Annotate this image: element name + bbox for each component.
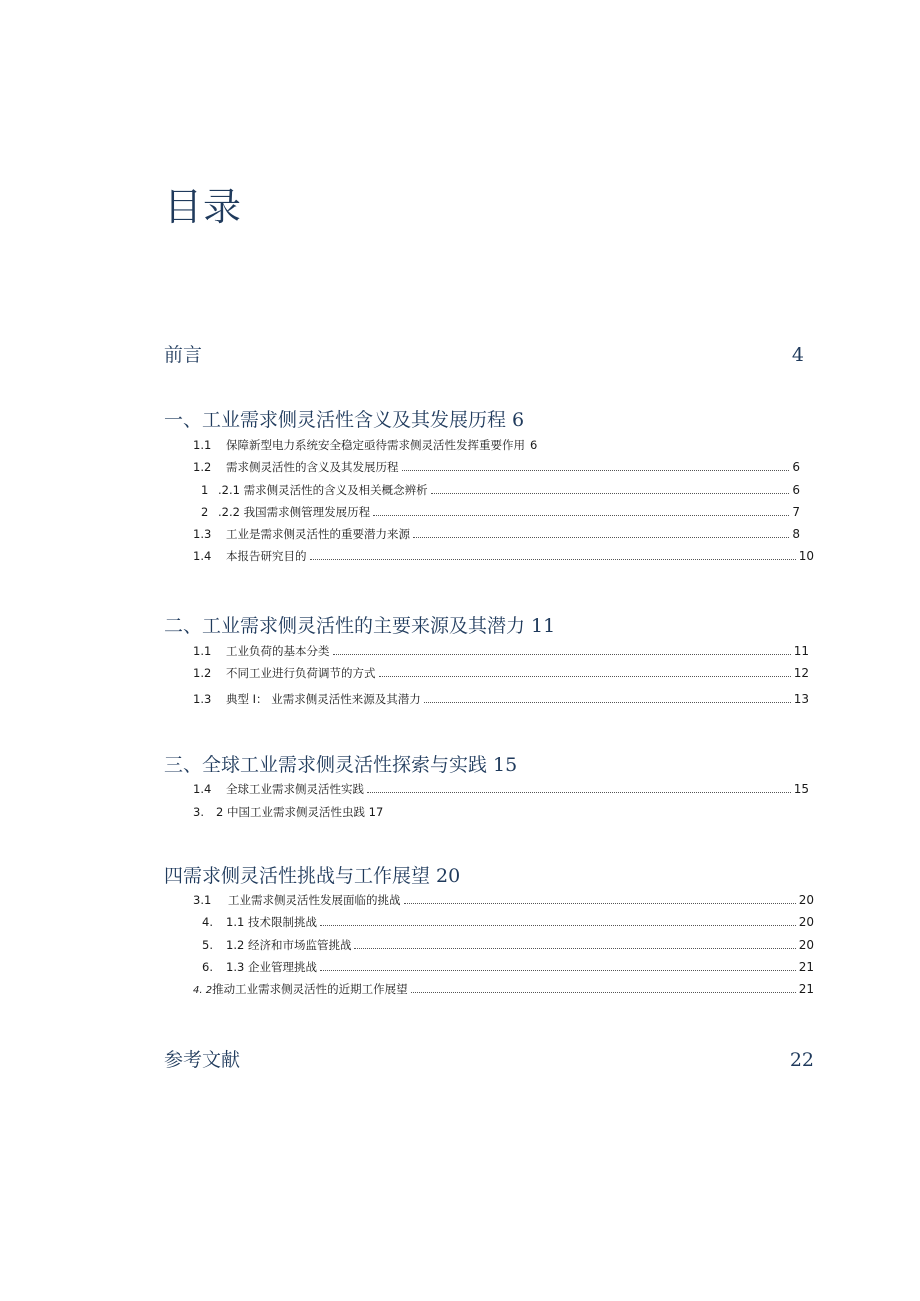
dot-leader <box>373 514 789 516</box>
toc-entry-preface[interactable] <box>164 340 804 367</box>
toc-entry-page: 20 <box>798 938 814 952</box>
dot-leader <box>367 791 791 793</box>
toc-entry-label: 需求侧灵活性的含义及其发展历程 <box>226 460 399 474</box>
toc-entry-label: .2.1 需求侧灵活性的含义及相关概念辨析 <box>218 483 428 497</box>
toc-entry-label: 前言 <box>164 344 203 366</box>
toc-section-heading[interactable] <box>164 861 460 888</box>
toc-entry-label: 全球工业需求侧灵活性实践 <box>226 782 364 796</box>
toc-entry-page: 4 <box>791 344 804 366</box>
toc-entry[interactable] <box>193 981 814 997</box>
toc-entry-number: 1.1 <box>193 644 212 658</box>
toc-entry-label: 1.1 技术限制挑战 <box>226 915 317 929</box>
toc-entry-number: 3. <box>193 805 204 819</box>
section-heading-page: 11 <box>531 615 556 637</box>
toc-entry[interactable] <box>193 892 814 908</box>
toc-entry[interactable] <box>201 504 800 520</box>
toc-title: 目录 <box>164 185 243 229</box>
toc-entry-page: 20 <box>798 893 814 907</box>
toc-entry-number: 1.4 <box>193 782 212 796</box>
toc-entry[interactable] <box>193 665 809 681</box>
dot-leader <box>431 492 790 494</box>
toc-entry[interactable] <box>193 548 814 564</box>
section-heading-label: 一、工业需求侧灵活性含义及其发展历程 <box>164 409 507 431</box>
toc-entry-number: 1.4 <box>193 549 212 563</box>
toc-entry-label: 工业负荷的基本分类 <box>226 644 330 658</box>
dot-leader <box>320 969 796 971</box>
dot-leader <box>310 558 796 560</box>
toc-entry-page: 15 <box>793 782 809 796</box>
toc-entry-number: 5. <box>202 938 213 952</box>
dot-leader <box>320 924 796 926</box>
toc-entry[interactable] <box>202 937 814 953</box>
toc-entry-page: 22 <box>789 1049 814 1071</box>
toc-entry-page: 6 <box>792 460 800 474</box>
toc-entry-number: 1.2 <box>193 666 212 680</box>
toc-entry-page: 6 <box>530 438 538 452</box>
dot-leader <box>379 675 791 677</box>
dot-leader <box>354 947 795 949</box>
toc-entry-label: 工业是需求侧灵活性的重要潜力来源 <box>226 527 410 541</box>
toc-entry-number: 4. <box>202 915 213 929</box>
toc-entry-number: 1.3 <box>193 527 212 541</box>
toc-entry-page: 21 <box>798 982 814 996</box>
toc-entry-number: 1 <box>201 483 209 497</box>
toc-entry[interactable] <box>193 781 809 797</box>
toc-entry-label: 2 中国工业需求侧灵活性虫践 17 <box>216 805 384 819</box>
toc-entry-number: 4. 2 <box>193 985 213 996</box>
toc-entry-label: 推动工业需求侧灵活性的近期工作展望 <box>212 982 408 996</box>
dot-leader <box>404 902 796 904</box>
toc-entry[interactable] <box>193 804 383 820</box>
toc-entry-page: 10 <box>798 549 814 563</box>
toc-entry[interactable] <box>193 691 809 707</box>
toc-section-heading[interactable] <box>164 611 555 638</box>
section-heading-page: 20 <box>436 865 461 887</box>
toc-entry-page: 13 <box>793 692 809 706</box>
toc-entry-label: .2.2 我国需求侧管理发展历程 <box>218 505 371 519</box>
toc-entry-label: 保障新型电力系统安全稳定亟待需求侧灵活性发挥重要作用 <box>226 438 525 452</box>
toc-entry-label: 1.2 经济和市场监管挑战 <box>226 938 352 952</box>
toc-entry-label: 本报告研究目的 <box>226 549 307 563</box>
toc-entry[interactable] <box>202 914 814 930</box>
toc-entry[interactable] <box>193 643 809 659</box>
dot-leader <box>402 469 790 471</box>
toc-entry-page: 12 <box>793 666 809 680</box>
toc-entry[interactable] <box>202 959 814 975</box>
toc-entry-page: 21 <box>798 960 814 974</box>
toc-entry[interactable] <box>193 437 813 453</box>
toc-entry-number: 6. <box>202 960 213 974</box>
toc-section-heading[interactable] <box>164 750 517 777</box>
toc-entry-label: 典型 I： 业需求侧灵活性来源及其潜力 <box>226 692 421 706</box>
toc-entry-number: 1.1 <box>193 438 212 452</box>
section-heading-page: 15 <box>493 754 518 776</box>
section-heading-label: 四需求侧灵活性挑战与工作展望 <box>164 865 431 887</box>
section-heading-label: 三、全球工业需求侧灵活性探索与实践 <box>164 754 488 776</box>
toc-entry-page: 20 <box>798 915 814 929</box>
section-heading-label: 二、工业需求侧灵活性的主要来源及其潜力 <box>164 615 526 637</box>
dot-leader <box>424 701 791 703</box>
dot-leader <box>411 991 796 993</box>
toc-entry-label: 1.3 企业管理挑战 <box>226 960 317 974</box>
section-heading-page: 6 <box>512 409 525 431</box>
dot-leader <box>413 536 789 538</box>
toc-entry-number: 3.1 <box>193 893 212 907</box>
toc-entry-label: 参考文献 <box>164 1049 241 1071</box>
toc-entry-references[interactable] <box>164 1045 814 1072</box>
toc-entry-number: 1.3 <box>193 692 212 706</box>
toc-entry[interactable] <box>193 459 800 475</box>
toc-entry[interactable] <box>193 526 800 542</box>
toc-entry-label: 工业需求侧灵活性发展面临的挑战 <box>228 893 401 907</box>
toc-entry-number: 1.2 <box>193 460 212 474</box>
toc-entry-page: 8 <box>792 527 800 541</box>
toc-section-heading[interactable] <box>164 405 524 432</box>
toc-entry-page: 11 <box>793 644 809 658</box>
toc-entry-page: 6 <box>792 483 800 497</box>
toc-entry-page: 7 <box>792 505 800 519</box>
toc-entry[interactable] <box>201 482 800 498</box>
dot-leader <box>333 653 791 655</box>
toc-entry-label: 不同工业进行负荷调节的方式 <box>226 666 376 680</box>
toc-entry-number: 2 <box>201 505 209 519</box>
